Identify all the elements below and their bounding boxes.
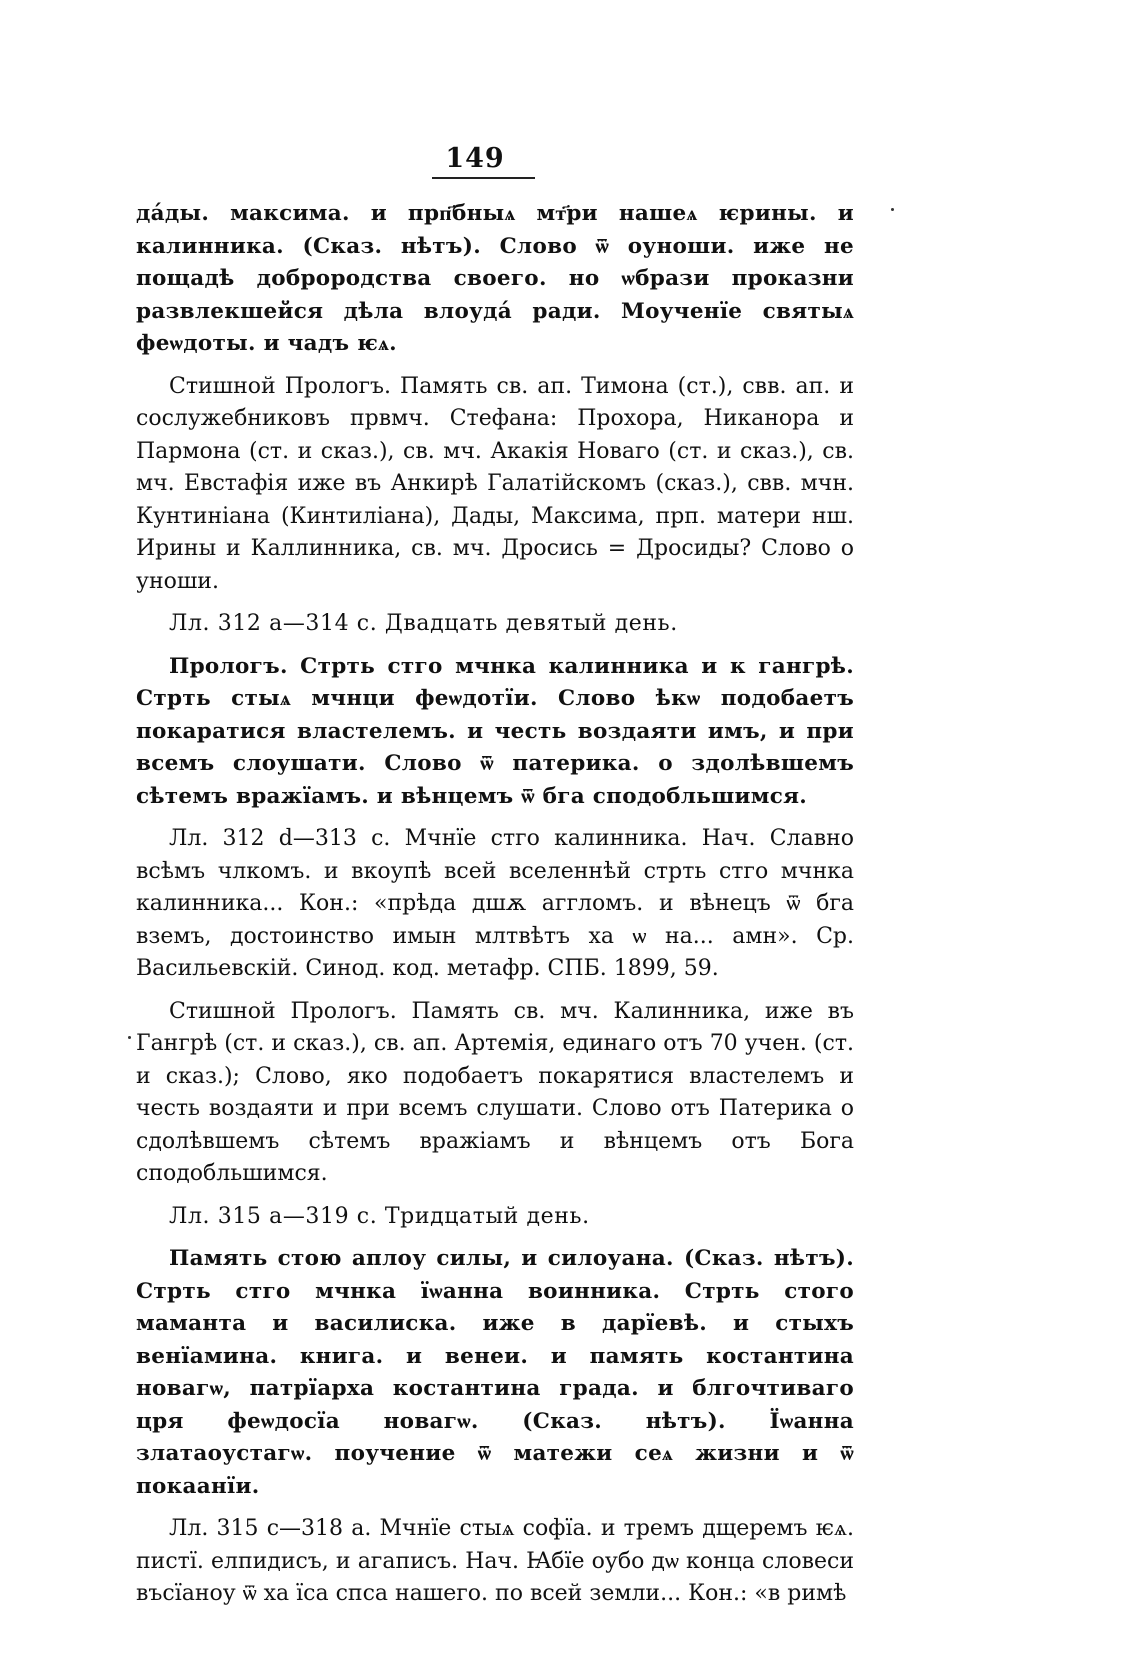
page-number-rule — [432, 177, 535, 179]
paragraph-martyrdom-kallinik: Лл. 312 d—313 с. Мчнїе стго калинника. Нач. Славно всѣмъ члкомъ. и вкоупѣ всей вселеннѣй стрть стго мчнка калинника... Кон.: «прѣда дшѫ аггломъ. и вѣнецъ ѿ бга вземъ, достоинство имын млтвѣтъ ха ѡ на... амн». Ср. Васильевскій. Синод. код. метафр. СПБ. 1899, 59. — [136, 826, 854, 981]
page-body — [136, 198, 854, 1621]
section-heading-day-29: Лл. 312 а—314 с. Двадцать девятый день. — [169, 611, 678, 636]
paragraph-memory: Память стою аплоу силы, и силоуана. (Сказ. нѣтъ). Стрть стго мчнка їѡанна воинника. Стрть стого маманта и василиска. иже в дарїевѣ. и стыхъ венїамина. книга. и венеи. и память костантина новагѡ, патрїарха костантина града. и блгочтиваго цря феѡдосїа новагѡ. (Сказ. нѣтъ). Їѡанна златаоустагѡ. поучение ѿ матежи сеѧ жизни и ѿ покаанїи. — [136, 1246, 854, 1499]
section-heading-day-30: Лл. 315 а—319 с. Тридцатый день. — [169, 1203, 590, 1229]
paragraph-martyrdom-sofia: Лл. 315 с—318 а. Мчнїе стыѧ софїа. и тремъ дщеремъ ѥѧ. пистї. елпидисъ, и агаписъ. Нач. Ꙗбїе оубо дѡ конца словеси въсїаноу ѿ ха їса спса нашего. по всей земли... Кон.: «в римѣ — [136, 1516, 854, 1606]
paragraph-stishnoy-prolog: Стишной Прологъ. Память св. ап. Тимона (ст.), свв. ап. и сослужебниковъ првмч. Стефана: Прохора, Никанора и Пармона (ст. и сказ.), св. мч. Акакія Новаго (ст. и сказ.), св. мч. Евстафія иже въ Анкирѣ Галатійскомъ (сказ.), свв. мчн. Кунтиніана (Кинтиліана), Дады, Максима, прп. матери нш. Ирины и Каллинника, св. мч. Дросись = Дросиды? Слово о уноши. — [136, 373, 854, 594]
paragraph-church-slavonic: да́ды. максима. и прп҃бныѧ мт҃ри нашеѧ ѥрины. и калинника. (Сказ. нѣтъ). Слово ѿ оуноши. иже не пощадѣ доброродства своего. но ѡбрази проказни развлекшейся дѣла влоуда́ ради. Моученїе святыѧ феѡдоты. и чадъ ѥѧ. — [136, 201, 854, 356]
page-number: 149 — [445, 143, 505, 174]
paragraph-prolog: Прологъ. Стрть стго мчнка калинника и к гангрѣ. Стрть стыѧ мчнци феѡдотїи. Слово ѣкѡ подобаетъ покаратися властелемъ. и честь воздаяти имъ, и при всемъ слоушати. Слово ѿ патерика. о здолѣвшемъ сѣтемъ вражїамъ. и вѣнцемъ ѿ бга сподобльшимся. — [136, 653, 854, 809]
margin-dot — [891, 208, 894, 211]
margin-dot — [128, 1036, 131, 1039]
paragraph-stishnoy-prolog-2: Стишной Прологъ. Память св. мч. Калинника, иже въ Гангрѣ (ст. и сказ.), св. ап. Артемія, единаго отъ 70 учен. (ст. и сказ.); Слово, яко подобаетъ покарятися властелемъ и честь воздаяти и при всемъ слушати. Слово отъ Патерика о сдолѣвшемъ сѣтемъ вражіамъ и вѣнцемъ отъ Бога сподобльшимся. — [136, 998, 854, 1186]
